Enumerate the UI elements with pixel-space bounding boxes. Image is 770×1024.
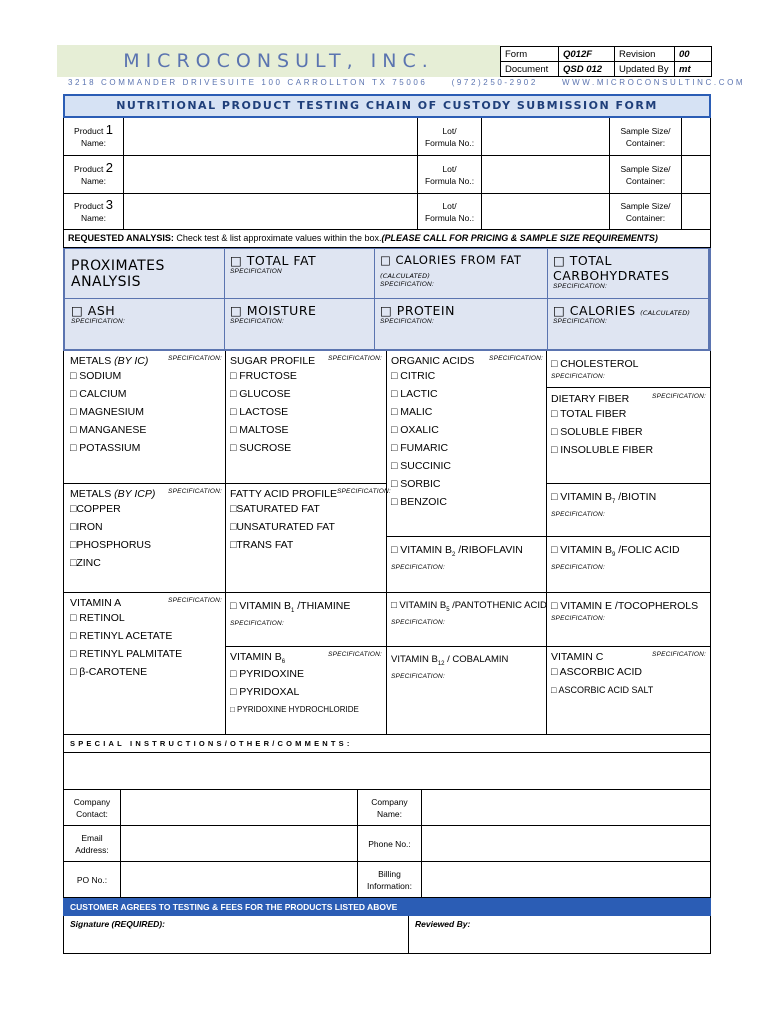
cholesterol-block: □ CHOLESTEROL SPECIFICATION: bbox=[551, 355, 706, 380]
requested-analysis-instructions: REQUESTED ANALYSIS: Check test & list approximate values within the box.(PLEASE CALL FOR PRICING & SAMPLE SIZE REQUIREMENTS) bbox=[64, 230, 710, 248]
dietary-fiber-block: DIETARY FIBER SPECIFICATION: □ TOTAL FIBER □ SOLUBLE FIBER □ INSOLUBLE FIBER bbox=[551, 393, 706, 459]
retinyl-acetate-checkbox[interactable]: □ RETINYL ACETATE bbox=[70, 630, 173, 642]
company-logo: MICROCONSULT, INC. bbox=[123, 50, 434, 72]
billing-field[interactable] bbox=[422, 862, 710, 897]
lot-label: Lot/ Formula No.: bbox=[418, 194, 482, 229]
zinc-checkbox[interactable]: □ZINC bbox=[70, 557, 101, 569]
ash-box[interactable]: □ ASH SPECIFICATION: bbox=[65, 299, 225, 349]
vitamin-b9-block: □ VITAMIN $B_9$ /FOLIC ACID SPECIFICATION: bbox=[551, 541, 706, 571]
contact-row: Email Address: Phone No.: bbox=[63, 826, 711, 862]
form-title: NUTRITIONAL PRODUCT TESTING CHAIN OF CUSTODY SUBMISSION FORM bbox=[63, 94, 711, 118]
unsaturated-fat-checkbox[interactable]: □UNSATURATED FAT bbox=[230, 521, 335, 533]
product-label: Product 2 Name: bbox=[64, 156, 124, 193]
product-row bbox=[64, 156, 710, 194]
vitamin-b1-block: □ VITAMIN $B_1$ /THIAMINE SPECIFICATION: bbox=[230, 597, 382, 627]
lot-field[interactable] bbox=[482, 156, 610, 193]
vitamin-b12-block: VITAMIN $B_{12}$ / COBALAMIN SPECIFICATION: bbox=[391, 651, 543, 680]
retinyl-palmitate-checkbox[interactable]: □ RETINYL PALMITATE bbox=[70, 648, 183, 660]
sample-field[interactable] bbox=[682, 156, 710, 193]
ascorbic-acid-salt-checkbox[interactable]: □ ASCORBIC ACID SALT bbox=[551, 685, 654, 695]
fumaric-checkbox[interactable]: □ FUMARIC bbox=[391, 442, 449, 454]
sorbic-checkbox[interactable]: □ SORBIC bbox=[391, 478, 441, 490]
succinic-checkbox[interactable]: □ SUCCINIC bbox=[391, 460, 452, 472]
meta-value: 00 bbox=[675, 47, 712, 62]
signature-row bbox=[63, 916, 711, 954]
reviewed-by-field[interactable]: Reviewed By: bbox=[415, 919, 471, 929]
vitamin-b9-checkbox[interactable]: □ VITAMIN $B_9$ /FOLIC ACID bbox=[551, 544, 680, 559]
protein-box[interactable]: □ PROTEIN SPECIFICATION: bbox=[375, 299, 548, 349]
beta-carotene-checkbox[interactable]: □ β-CAROTENE bbox=[70, 666, 148, 678]
glucose-checkbox[interactable]: □ GLUCOSE bbox=[230, 388, 291, 400]
proximates-row bbox=[65, 299, 709, 349]
product-label: Product 3 Name: bbox=[64, 194, 124, 229]
vitamin-b5-block: □ VITAMIN $B_5$ /PANTOTHENIC ACID SPECIFICATION: bbox=[391, 597, 543, 626]
manganese-checkbox[interactable]: □ MANGANESE bbox=[70, 424, 147, 436]
proximates-row bbox=[65, 249, 709, 299]
vitamin-b2-checkbox[interactable]: □ VITAMIN $B_2$ /RIBOFLAVIN bbox=[391, 544, 523, 559]
proximates-title: PROXIMATES ANALYSIS bbox=[71, 257, 165, 290]
contact-row: PO No.: Billing Information: bbox=[63, 862, 711, 898]
vitamin-b1-checkbox[interactable]: □ VITAMIN $B_1$ /THIAMINE bbox=[230, 600, 351, 615]
vitamin-b2-block: □ VITAMIN $B_2$ /RIBOFLAVIN SPECIFICATION: bbox=[391, 541, 543, 571]
organic-acids-block: ORGANIC ACIDS SPECIFICATION: □ CITRIC □ LACTIC □ MALIC □ OXALIC □ FUMARIC □ SUCCINIC □ SORBIC □ BENZOIC bbox=[391, 355, 543, 511]
vitamin-a-block: VITAMIN A SPECIFICATION: □ RETINOL □ RETINYL ACETATE □ RETINYL PALMITATE □ β-CAROTENE bbox=[70, 597, 222, 681]
meta-label: Form bbox=[501, 47, 559, 62]
total-fiber-checkbox[interactable]: □ TOTAL FIBER bbox=[551, 408, 627, 420]
product-name-field[interactable] bbox=[124, 118, 418, 155]
lot-label: Lot/ Formula No.: bbox=[418, 156, 482, 193]
vitamin-b6-block: VITAMIN $B_6$ SPECIFICATION: □ PYRIDOXINE □ PYRIDOXAL □ PYRIDOXINE HYDROCHLORIDE bbox=[230, 651, 382, 719]
product-name-field[interactable] bbox=[124, 156, 418, 193]
calories-box[interactable]: □ CALORIES (CALCULATED) SPECIFICATION: bbox=[548, 299, 709, 349]
comments-section bbox=[63, 735, 711, 790]
meta-label: Updated By bbox=[615, 62, 675, 77]
lot-label: Lot/ Formula No.: bbox=[418, 118, 482, 155]
pyridoxine-hcl-checkbox[interactable]: □ PYRIDOXINE HYDROCHLORIDE bbox=[230, 705, 359, 715]
fatty-acid-block: FATTY ACID PROFILE SPECIFICATION: □SATURATED FAT □UNSATURATED FAT □TRANS FAT bbox=[230, 488, 382, 554]
agreement-banner: CUSTOMER AGREES TO TESTING & FEES FOR THE PRODUCTS LISTED ABOVE bbox=[63, 898, 711, 916]
company-name-field[interactable] bbox=[422, 790, 710, 825]
retinol-checkbox[interactable]: □ RETINOL bbox=[70, 612, 125, 624]
phone-field[interactable] bbox=[422, 826, 710, 861]
vitamin-e-block: □ VITAMIN E /TOCOPHEROLS SPECIFICATION: bbox=[551, 597, 706, 622]
saturated-fat-checkbox[interactable]: □SATURATED FAT bbox=[230, 503, 320, 515]
iron-checkbox[interactable]: □IRON bbox=[70, 521, 103, 533]
po-field[interactable] bbox=[121, 862, 358, 897]
potassium-checkbox[interactable]: □ POTASSIUM bbox=[70, 442, 141, 454]
vitamin-b7-block: □ VITAMIN $B_7$ /BIOTIN SPECIFICATION: bbox=[551, 488, 706, 518]
benzoic-checkbox[interactable]: □ BENZOIC bbox=[391, 496, 447, 508]
moisture-box[interactable]: □ MOISTURE SPECIFICATION: bbox=[225, 299, 375, 349]
product-name-field[interactable] bbox=[124, 194, 418, 229]
calcium-checkbox[interactable]: □ CALCIUM bbox=[70, 388, 127, 400]
insoluble-fiber-checkbox[interactable]: □ INSOLUBLE FIBER bbox=[551, 444, 654, 456]
sample-label: Sample Size/ Container: bbox=[610, 156, 682, 193]
sugar-profile-block: SUGAR PROFILE SPECIFICATION: □ FRUCTOSE □ GLUCOSE □ LACTOSE □ MALTOSE □ SUCROSE bbox=[230, 355, 382, 457]
sample-label: Sample Size/ Container: bbox=[610, 118, 682, 155]
fructose-checkbox[interactable]: □ FRUCTOSE bbox=[230, 370, 297, 382]
comments-field[interactable] bbox=[64, 753, 710, 789]
malic-checkbox[interactable]: □ MALIC bbox=[391, 406, 433, 418]
total-carbohydrates-checkbox[interactable]: □ TOTAL CARBOHYDRATES bbox=[553, 253, 670, 283]
pyridoxal-checkbox[interactable]: □ PYRIDOXAL bbox=[230, 686, 300, 699]
maltose-checkbox[interactable]: □ MALTOSE bbox=[230, 424, 289, 436]
sodium-checkbox[interactable]: □ SODIUM bbox=[70, 370, 122, 382]
sucrose-checkbox[interactable]: □ SUCROSE bbox=[230, 442, 292, 454]
company-contact-field[interactable] bbox=[121, 790, 358, 825]
metals-ic-block: METALS (BY IC) SPECIFICATION: □ SODIUM □ CALCIUM □ MAGNESIUM □ MANGANESE □ POTASSIUM bbox=[70, 355, 222, 457]
meta-label: Document bbox=[501, 62, 559, 77]
cholesterol-checkbox[interactable]: □ CHOLESTEROL bbox=[551, 358, 639, 370]
proximates-section bbox=[63, 248, 711, 351]
total-fat-box[interactable]: □ TOTAL FAT SPECIFICATION bbox=[225, 249, 375, 298]
vitamin-e-checkbox[interactable]: □ VITAMIN E /TOCOPHEROLS bbox=[551, 600, 699, 612]
meta-value: Q012F bbox=[559, 47, 615, 62]
email-field[interactable] bbox=[121, 826, 358, 861]
sample-field[interactable] bbox=[682, 118, 710, 155]
protein-checkbox[interactable]: □ PROTEIN bbox=[380, 303, 455, 318]
contact-section bbox=[63, 790, 711, 898]
copper-checkbox[interactable]: □COPPER bbox=[70, 503, 121, 515]
metals-icp-block: METALS (BY ICP) SPECIFICATION: □COPPER □IRON □PHOSPHORUS □ZINC bbox=[70, 488, 222, 572]
ascorbic-acid-checkbox[interactable]: □ ASCORBIC ACID bbox=[551, 666, 642, 678]
moisture-checkbox[interactable]: □ MOISTURE bbox=[230, 303, 317, 318]
ash-checkbox[interactable]: □ ASH bbox=[71, 303, 116, 318]
meta-value: mt bbox=[675, 62, 712, 77]
trans-fat-checkbox[interactable]: □TRANS FAT bbox=[230, 539, 294, 551]
phosphorus-checkbox[interactable]: □PHOSPHORUS bbox=[70, 539, 152, 551]
vitamin-b7-checkbox[interactable]: □ VITAMIN $B_7$ /BIOTIN bbox=[551, 491, 657, 506]
document-meta-table bbox=[500, 46, 712, 77]
lactic-checkbox[interactable]: □ LACTIC bbox=[391, 388, 438, 400]
product-row bbox=[64, 118, 710, 156]
submission-form bbox=[63, 94, 711, 954]
product-row bbox=[64, 194, 710, 230]
total-carbohydrates-box[interactable]: □ TOTAL CARBOHYDRATES SPECIFICATION: bbox=[548, 249, 709, 298]
soluble-fiber-checkbox[interactable]: □ SOLUBLE FIBER bbox=[551, 426, 643, 438]
product-label: Product 1 Name: bbox=[64, 118, 124, 155]
magnesium-checkbox[interactable]: □ MAGNESIUM bbox=[70, 406, 145, 418]
sample-field[interactable] bbox=[682, 194, 710, 229]
lot-field[interactable] bbox=[482, 194, 610, 229]
oxalic-checkbox[interactable]: □ OXALIC bbox=[391, 424, 439, 436]
signature-field[interactable]: Signature (REQUIRED): bbox=[64, 916, 409, 953]
company-address: 3218 COMMANDER DRIVESUITE 100 CARROLLTON TX 75006 (972)250-2902 WWW.MICROCONSULTINC.COM bbox=[68, 78, 746, 87]
sample-label: Sample Size/ Container: bbox=[610, 194, 682, 229]
citric-checkbox[interactable]: □ CITRIC bbox=[391, 370, 436, 382]
calories-from-fat-box[interactable]: □ CALORIES FROM FAT (CALCULATED) SPECIFICATION: bbox=[375, 249, 548, 298]
total-fat-checkbox[interactable]: □ TOTAL FAT bbox=[230, 253, 317, 268]
lot-field[interactable] bbox=[482, 118, 610, 155]
calories-from-fat-checkbox: □ CALORIES FROM FAT bbox=[380, 253, 522, 267]
vitamin-b12-checkbox[interactable]: VITAMIN $B_{12}$ / COBALAMIN bbox=[391, 654, 509, 667]
vitamin-b5-checkbox[interactable]: □ VITAMIN $B_5$ /PANTOTHENIC ACID bbox=[391, 600, 547, 613]
comments-label: SPECIAL INSTRUCTIONS/OTHER/COMMENTS: bbox=[64, 735, 710, 753]
products-section bbox=[63, 118, 711, 248]
meta-label: Revision bbox=[615, 47, 675, 62]
contact-row: Company Contact: Company Name: bbox=[63, 790, 711, 826]
pyridoxine-checkbox[interactable]: □ PYRIDOXINE bbox=[230, 668, 305, 681]
lactose-checkbox[interactable]: □ LACTOSE bbox=[230, 406, 289, 418]
calories-checkbox[interactable]: □ CALORIES bbox=[553, 303, 636, 318]
vitamin-c-block: VITAMIN C SPECIFICATION: □ ASCORBIC ACID □ ASCORBIC ACID SALT bbox=[551, 651, 706, 699]
tests-grid bbox=[63, 351, 711, 735]
meta-value: QSD 012 bbox=[559, 62, 615, 77]
